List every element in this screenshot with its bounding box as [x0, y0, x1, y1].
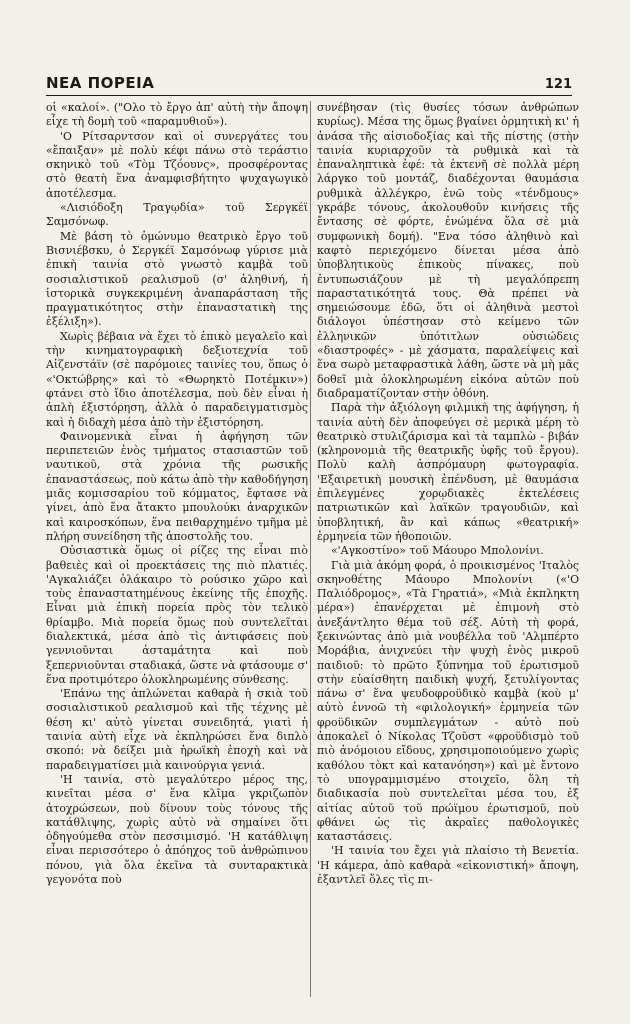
paragraph: 'Ο Ρίτσαρντσον καὶ οἱ συνεργάτες του «ἔπαιξαν» μὲ πολὺ κέφι πάνω στὸ τεράστιο σκηνικὸ τοῦ «Τὸμ Τζόουνς», προσφέροντας στὸ θεατὴ ἕνα ἀναμφισβήτητο ψυχαγωγικὸ ἀποτέλεσμα. [46, 129, 308, 200]
paragraph: Παρὰ τὴν ἀξιόλογη φιλμικὴ της ἀφήγηση, ἡ ταινία αὐτὴ δὲν ἀποφεύγει σὲ μερικὰ μέρη τὸ θεατρικὸ στυλιζάρισμα καὶ τὰ ταμπλὼ - βιβάν (κληρονομιὰ τῆς θεατρικῆς ὑφῆς τοῦ ἔργου). Πολὺ καλὴ ἀσπρόμαυρη φωτογραφία. 'Εξαιρετικὴ μουσικὴ ἐπένδυση, μὲ θαυμάσια ἐπιλεγμένες χορῳδιακὲς ἐκτελέσεις πατριωτικῶν καὶ λαϊκῶν τραγουδιῶν, καὶ ὑποβλητική, ἂν καὶ κάπως «θεατρική» ἑρμηνεία τῶν ἠθοποιῶν. [317, 401, 579, 543]
paragraph: Γιὰ μιὰ ἀκόμη φορά, ὁ προικισμένος 'Ιταλὸς σκηνοθέτης Μάουρο Μπολονίνι («'Ο Παλιόδρομος», «Τὰ Γηρατιά», «Μιὰ ἐκπληκτη μέρα») ἐπανέρχεται μὲ ἐπιμονὴ στὸ ἀνεξάντλητο θέμα τοῦ σέξ. Αὐτὴ τὴ φορά, ξεκινώντας ἀπὸ μιὰ νουβέλλα τοῦ 'Αλμπέρτο Μοράβια, ἀνιχνεύει τὴν ψυχὴ ἑνὸς μικροῦ παιδιοῦ: τὸ πρῶτο ξύπνημα τοῦ ἐρωτισμοῦ στὴν εὐαίσθητη παιδικὴ ψυχή, ξετυλίγοντας πάνω σ' ἕνα ψευδοφροϋδικὸ καμβὰ (κοὺ μ' αὐτὸ ἐννοῶ τὴ «φιλολογική» ἑρμηνεία τῶν φροϋδικῶν συμπλεγμάτων - αὐτὸ ποὺ ἀποκαλεῖ ὁ Νίκολας Τζοῦστ «φροϋδισμὸ τοῦ πιὸ ἀνόμοιου εἴδους, χρησιμοποιούμενο χωρὶς καθόλου τὸκτ καὶ κατανόηση») καὶ μὲ ἔντονο τὸ υπογραμμισμένο στοιχεῖο, ὅλη τὴ διαδικασία ποὺ συντελεῖται μέσα του, ἐξ αἰτίας αὐτοῦ τοῦ πρώϊμου ἐρωτισμοῦ, ποὺ φθάνει ὡς τὶς ἀκραῖες παθολογικὲς καταστάσεις. [317, 558, 579, 844]
paragraph: Χωρὶς βέβαια νὰ ἔχει τὸ ἐπικὸ μεγαλεῖο καὶ τὴν κινηματογραφικὴ δεξιοτεχνία τοῦ Αἰζενστάϊν (σὲ παρόμοιες ταινίες του, ὅπως ὁ «'Οκτώβρης» καὶ τὸ «Θωρηκτὸ Ποτέμκιν») φτάνει στὸ ἴδιο ἀποτέλεσμα, ποὺ δὲν εἶναι ἡ ἁπλὴ ἐξιστόρηση, ἀλλὰ ὁ παραδειγματισμὸς καὶ ἡ διδαχὴ μέσα ἀπὸ τὴν ἐξιστόρηση. [46, 329, 308, 429]
paragraph: Φαινομενικὰ εἶναι ἡ ἀφήγηση τῶν περιπετειῶν ἑνὸς τμήματος στασιαστῶν τοῦ ναυτικοῦ, στὰ χρόνια τῆς ρωσικῆς ἐπαναστάσεως, ποὺ κάτω ἀπὸ τὴν καθοδήγηση μιᾶς κομισσαρίου τοῦ κόμματος, ἔφτασε νὰ γίνει, ἀπὸ ἕνα ἄτακτο μπουλούκι ἀναρχικῶν καὶ καιροσκόπων, ἕνα πειθαρχημένο τμῆμα μὲ πλήρη συνείδηση τῆς ἀποστολῆς του. [46, 429, 308, 543]
right-column [317, 101, 579, 887]
paragraph: οἱ «καλοί». ("Ολο τὸ ἔργο ἀπ' αὐτὴ τὴν ἄποψη εἶχε τὴ δομὴ τοῦ «παραμυθιοῦ»). [46, 101, 308, 129]
film-heading: «'Αγκοστίνο» τοῦ Μάουρο Μπολονίνι. [331, 544, 544, 558]
paragraph: 'Επάνω της ἁπλώνεται καθαρὰ ἡ σκιὰ τοῦ σοσιαλιστικοῦ ρεαλισμοῦ καὶ τῆς τέχνης μὲ θέση κι' αὐτὸ γίνεται συνειδητά, γιατὶ ἡ ταινία αὐτὴ εἶχε νὰ ἐκπληρώσει ἕνα διπλὸ σκοπό: νὰ δείξει μιὰ ἡρωϊκὴ ἐποχὴ καὶ νὰ παραδειγματίσει μιὰ καινούργια γενιά. [46, 687, 308, 772]
paragraph: Οὐσιαστικὰ ὅμως οἱ ρίζες της εἶναι πιὸ βαθειὲς καὶ οἱ προεκτάσεις της πιὸ πλατιές. 'Αγκαλιάζει ὁλάκαιρο τὸ ρούσικο χῶρο καὶ τοὺς ἐπαναστατημένους ἐκείνης τῆς ἐποχῆς. Εἶναι μιὰ ἐπικὴ πορεία πρὸς τὸν τελικὸ θρίαμβο. Μιὰ πορεία ὅμως ποὺ συντελεῖται διαλεκτικά, μέσα ἀπὸ τὶς ἀντιφάσεις ποὺ γεννιοῦνται ἀσταμάτητα καὶ ποὺ ξεπερνιοῦνται σταδιακά, ὥστε νὰ φτάσουμε σ' ἕνα προτιμότερο ὁλοκληρωμένης σύνθεσης. [46, 544, 308, 686]
journal-title: ΝΕΑ ΠΟΡΕΙΑ [46, 74, 155, 92]
film-heading: «Λισιόδοξη Τραγῳδία» τοῦ Σεργκέϊ Σαμσόνωφ. [46, 201, 308, 229]
page-header [46, 70, 572, 96]
paragraph: 'Η ταινία, στὸ μεγαλύτερο μέρος της, κινεῖται μέσα σ' ἕνα κλῖμα γκριζωπὸν ἀτοχρώσεων, ποὺ δίνουν τοὺς τόνους τῆς κατάθλιψης, χωρὶς αὐτὸ νὰ σημαίνει ὅτι ὁδηγούμεθα στὸν πεσσιμισμό. 'Η κατάθλιψη εἶναι περισσότερο ὁ ἀπόηχος τοῦ ἀνθρώπινου πόνου, γιὰ ὅλα ἐκεῖνα τὰ συνταρακτικὰ γεγονότα ποὺ [46, 772, 308, 887]
paragraph: συνέβησαν (τὶς θυσίες τόσων ἀνθρώπων κυρίως). Μέσα της ὅμως βγαίνει ὁρμητικὴ κι' ἡ ἀνάσα τῆς αἰσιοδοξίας καὶ τῆς πίστης (στὴν ταινία κυριαρχοῦν τὰ ρυθμικὰ καὶ τὰ ἐπαναληπτικὰ ἐφέ: τὰ ἐκτενῆ σὲ πολλὰ μέρη λάργκο τοῦ μοντάζ, διαδέχονται θαυμάσια ρυθμικὰ ἀλλέγκρο, ἐνῶ τοὺς «τένδμους» γκράβε τόνους, ἀκολουθοῦν κινήσεις τῆς ἔντασης σὲ φόρτε, ἐνώμένα ὅλα σὲ μιὰ συμφωνικὴ δομή). "Ενα τόσο ἀληθινὸ καὶ καφτὸ περιεχόμενο δίνεται μέσα ἀπὸ ὑποβλητικοὺς ἐπικοὺς πίνακες, ποὺ ἐντυπωσιάζουν μὲ τὴ μεγαλόπρεπη παραστατικότητά τους. Θὰ πρέπει νὰ σημειώσουμε ἐδῶ, ὅτι οἱ ἀληθινὰ μεστοὶ διάλογοι ὑπέστησαν στὸ κείμενο τῶν ἑλληνικῶν ὑπότιτλων οὐσιώδεις «διαστροφές» - μὲ χάσματα, παραλείψεις καὶ ἕνα σωρὸ μεταφραστικὰ λάθη, ὥστε νὰ μὴ μᾶς δοθεῖ μιὰ ὁλοκληρωμένη εἰκόνα αὐτῶν ποὺ διαδραματίζονταν στὴν ὀθόνη. [317, 101, 579, 400]
column-divider [310, 101, 311, 997]
left-column [46, 101, 308, 887]
paragraph: 'Η ταινία του ἔχει γιὰ πλαίσιο τὴ Βενετία. 'Η κάμερα, ἀπὸ καθαρὰ «εἰκονιστική» ἄποψη, ἐξαντλεῖ ὅλες τὶς πι- [317, 844, 579, 887]
paragraph: Μὲ βάση τὸ ὁμώνυμο θεατρικὸ ἔργο τοῦ Βισνιέβσκυ, ὁ Σεργκέϊ Σαμσόνωφ γύρισε μιὰ ἐπικὴ ταινία στὸ γνωστὸ καμβὰ τοῦ σοσιαλιστικοῦ ρεαλισμοῦ (σ' ἀληθινή, ἡ ἱστορικὰ συγκεκριμένη ἀναπαράσταση τῆς πραγματικότητος στὴν ἐπαναστατικὴ της ἐξέλιξη»). [46, 229, 308, 329]
page-number: 121 [544, 77, 572, 92]
